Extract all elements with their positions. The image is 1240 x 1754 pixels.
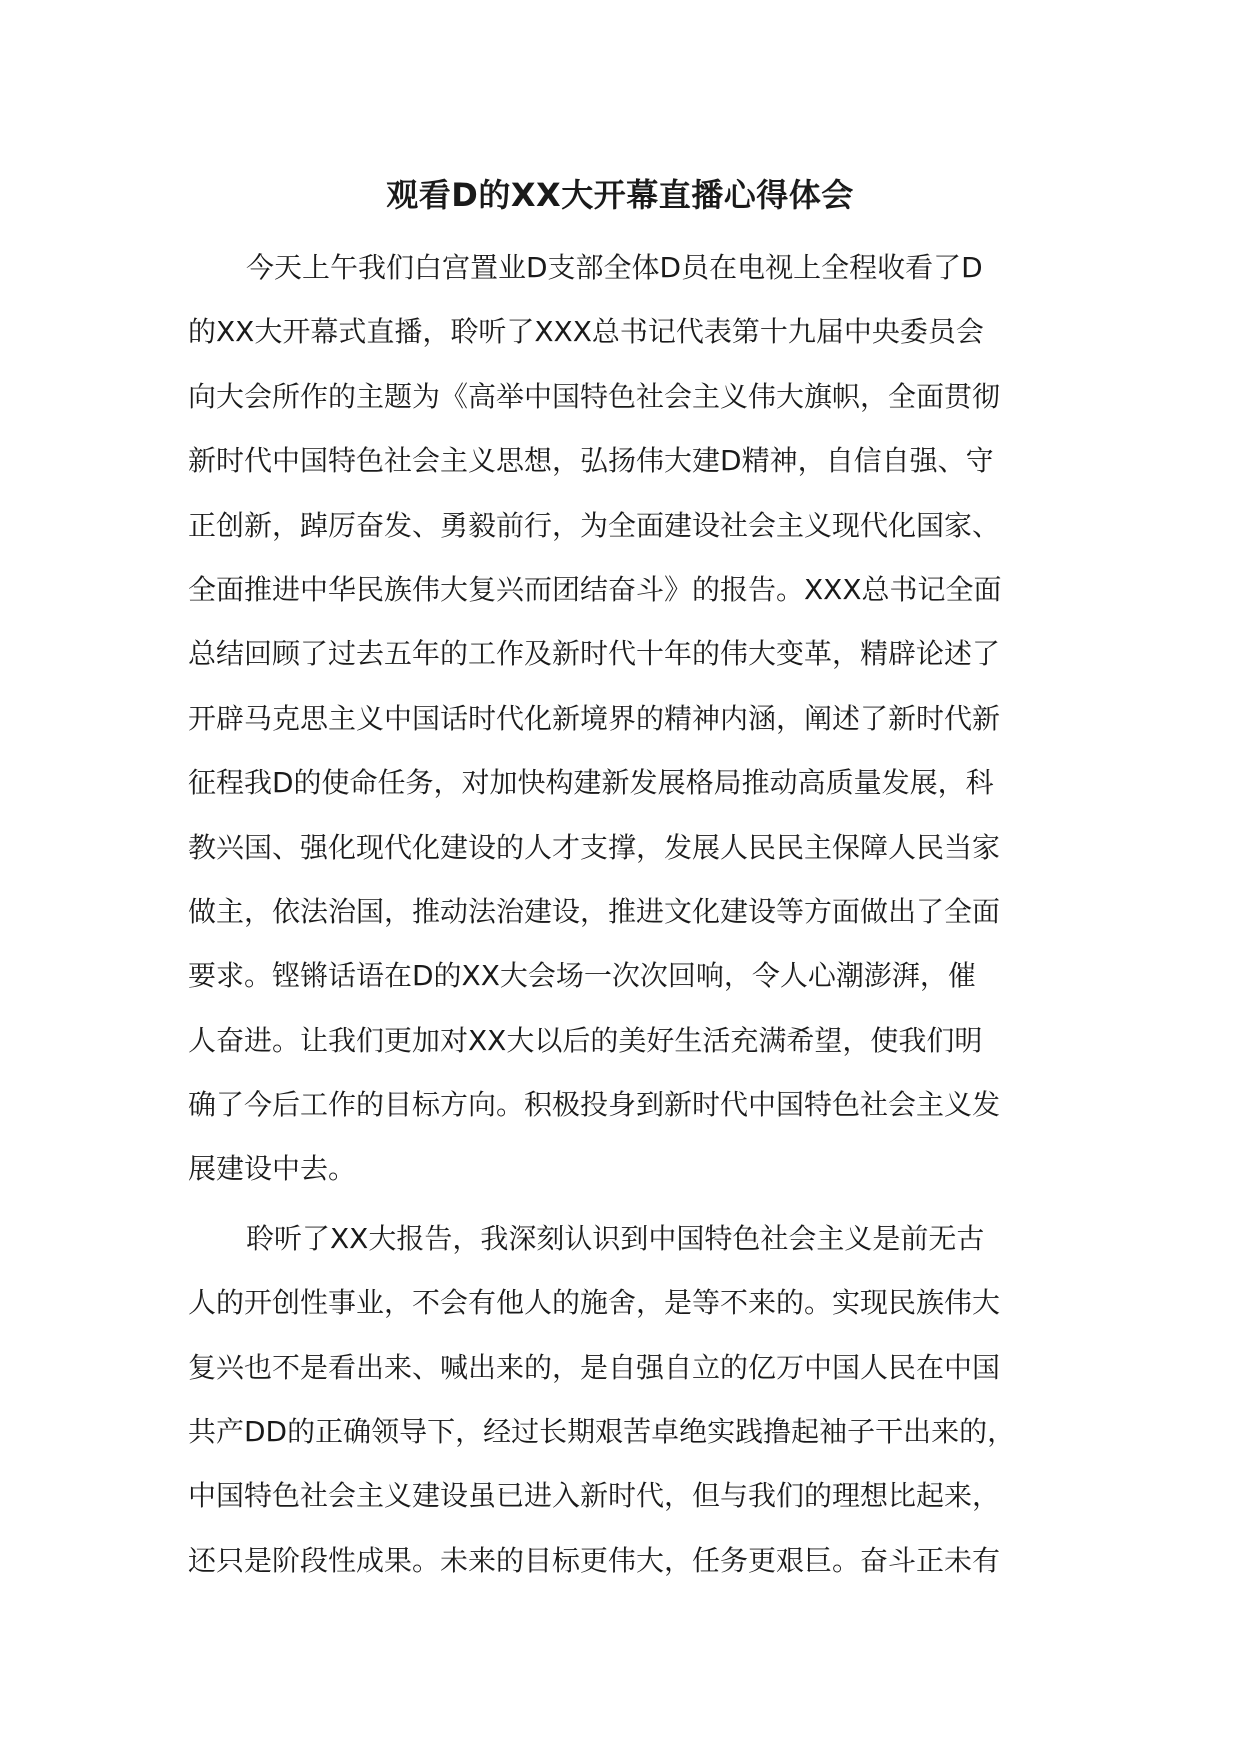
text-line: 新时代中国特色社会主义思想，弘扬伟大建D精神，自信自强、守: [188, 444, 994, 478]
text-line: 征程我D的使命任务，对加快构建新发展格局推动高质量发展，科: [188, 766, 994, 800]
text-line: 正创新，踔厉奋发、勇毅前行，为全面建设社会主义现代化国家、: [188, 508, 1001, 542]
text-line: 确了今后工作的目标方向。积极投身到新时代中国特色社会主义发: [188, 1088, 1001, 1122]
text-line: 聆听了XX大报告，我深刻认识到中国特色社会主义是前无古: [246, 1221, 985, 1255]
text-line: 还只是阶段性成果。未来的目标更伟大，任务更艰巨。奋斗正未有: [188, 1543, 1001, 1577]
text-line: 人的开创性事业，不会有他人的施舍，是等不来的。实现民族伟大: [188, 1286, 1001, 1320]
paragraph-2: [188, 1207, 1058, 1593]
text-line: 教兴国、强化现代化建设的人才支撑，发展人民民主保障人民当家: [188, 830, 1001, 864]
text-line: 的XX大开幕式直播，聆听了XXX总书记代表第十九届中央委员会: [188, 315, 984, 349]
text-line: 向大会所作的主题为《高举中国特色社会主义伟大旗帜，全面贯彻: [188, 379, 1001, 413]
text-line: 做主，依法治国，推动法治建设，推进文化建设等方面做出了全面: [188, 894, 1001, 928]
text-line: 全面推进中华民族伟大复兴而团结奋斗》的报告。XXX总书记全面: [188, 572, 1002, 606]
text-line: 复兴也不是看出来、喊出来的，是自强自立的亿万中国人民在中国: [188, 1350, 1001, 1384]
text-line: 中国特色社会主义建设虽已进入新时代，但与我们的理想比起来，: [188, 1479, 1001, 1513]
text-line: 今天上午我们白宫置业D支部全体D员在电视上全程收看了D: [246, 251, 983, 284]
text-line: 开辟马克思主义中国话时代化新境界的精神内涵，阐述了新时代新: [188, 701, 1001, 735]
text-line: 要求。铿锵话语在D的XX大会场一次次回响，令人心潮澎湃，催: [188, 959, 976, 993]
text-line: 总结回顾了过去五年的工作及新时代十年的伟大变革，精辟论述了: [188, 637, 1001, 671]
paragraph-1: [188, 236, 1058, 1202]
text-line: 共产DD的正确领导下，经过长期艰苦卓绝实践撸起袖子干出来的，: [188, 1415, 1016, 1449]
document-title: 观看D的XX大开幕直播心得体会: [386, 176, 854, 214]
document-body: [188, 236, 1058, 1593]
text-line: 展建设中去。: [188, 1152, 357, 1186]
text-line: 人奋进。让我们更加对XX大以后的美好生活充满希望，使我们明: [188, 1023, 983, 1057]
